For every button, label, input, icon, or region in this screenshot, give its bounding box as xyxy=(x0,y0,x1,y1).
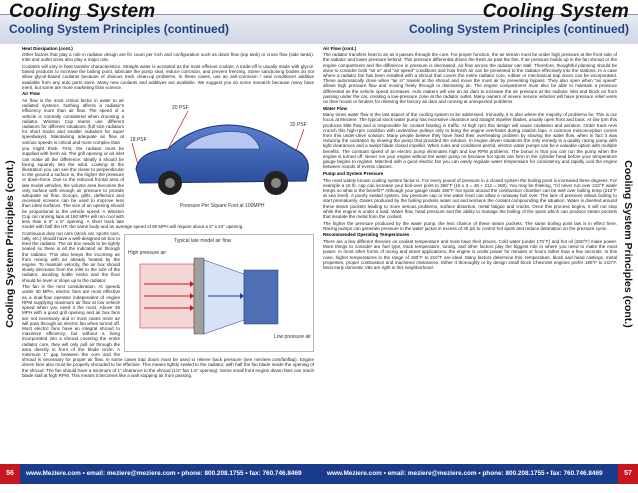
left-footer xyxy=(0,464,319,484)
right-header xyxy=(319,0,638,44)
psf-label: 18 PSF xyxy=(130,137,147,144)
page-subtitle: Cooling System Principles (continued) xyxy=(9,22,230,36)
right-side-label: Cooling System Principles (cont.) xyxy=(618,44,638,444)
section-heading: Heat Dissipation (cont.) xyxy=(22,45,73,51)
footer-contact: www.Meziere.com • email: meziere@meziere.com • phone: 800.208.1755 • fax: 760.746.8469 xyxy=(26,470,302,477)
right-footer xyxy=(319,464,638,484)
right-page xyxy=(319,0,638,493)
page-title: Cooling System xyxy=(9,1,156,22)
page-subtitle: Cooling System Principles (continued) xyxy=(408,22,629,36)
radiator-airflow-illustration xyxy=(124,234,314,352)
diagram-title: Typical late model air flow xyxy=(174,237,232,244)
page-number: 57 xyxy=(618,464,638,484)
psf-label: 20 PSF xyxy=(172,105,189,112)
page-title: Cooling System xyxy=(482,1,629,22)
page-number: 56 xyxy=(0,464,20,484)
paragraph: The higher the pressure produced by the water pump, the less chance of these steam pockets. The same boiling point law is in effect here. Racing pumps can generate pressure in the water jacket in excess of 30 psi to control hot spots and reduce detonation on the pressure cycle. xyxy=(323,220,617,231)
illustration-caption: Pressure Per Square Foot at 100MPH xyxy=(180,203,265,210)
paragraph: There are a few different theories on coolant temperature and most have their places. Cold water (under 170°F) and hot oil (260°F) make power. More things to consider are fuel type, track temperature, tuning, and other factors play the biggest role in where you need to make the most power. In most other forms of racing and street applications, the engine is under power for minutes or hours rather than a few seconds. In this case, higher temperatures in the range of 180°F to 210°F are ideal. Many factors determine this: temperature, block and head castings, metal properties, proper combustion and machined clearances. Either it thoroughly or by design small block Chevrolet engines prefer 190°F to 210°F. Most early domestic V8s are right in this neighborhood. xyxy=(323,239,617,271)
paragraph: Many times water flow is the last aspect of the cooling system to be addressed. Ironically, it is also where the majority of problems lie. This is our focus at Meziere. The typical stock water pump has excessive clearance and straight impeller blades, usually open front and back. At low rpm this produces little flow and is responsible for coolant heating in traffic. At high rpm this design will cause cavitation and aeration. Order track revs crunch this high-rpm condition with underdrive pulleys only to bring the engine overheats during caution laps. A common misconception comes from this under-drive solution. Many people believe they have fixed their overheating problem by slowing the water flow, when in fact it was reducing the cavitation by slowing the pump that provided the solution. In engine driven situations the only remedy is a quality racing pump with tight clearances and a swept blade closed impeller. When rules and conditions permit, electric water pumps can be a valuable option with multiple benefits. The constant speed of an electric pump eliminates high and low RPM problems. The bonus is that you can run the pump when the engine is turned off. Never run your engine without the water pump on because hot spots can form in the cylinder head before your temperature gauge begins to register. Matched with a good electric fan you can easily regulate water temperature for consistency and rapidly cool the engine between rounds of events classes. xyxy=(323,112,617,170)
left-header xyxy=(0,0,319,44)
paragraph: Other factors that play a role in radiator design are fin count per inch and configuration such as down flow (top tank) or cross flow (side tanks). Inlet and outlet sizes also play a major role. xyxy=(22,52,314,63)
paragraph: Coolants will vary in heat transfer characteristics. Straight water is accepted as the most efficient coolant. A trade-off is usually made with glycol-based products to increase the boiling point, lubricate the pump seal, reduce corrosion, and prevent freezing. Some sanctioning bodies do not allow glycol-based coolants because of obvious track clean-up problems. In these cases, use an anti-corrosion / seal conditioner additive available from any auto parts store. Many new coolants and additives are available. We suggest you do some research because many have merit, but some are more marketing than science. xyxy=(22,63,314,90)
psf-label: 32 PSF xyxy=(290,122,307,129)
left-body xyxy=(22,44,314,463)
section-heading: Water Flow xyxy=(323,105,348,111)
section-heading: Pump and System Pressure xyxy=(323,170,384,176)
paragraph: Air flow is the most critical factor in water to air radiated systems. Nothing affects a radiator's efficiency more than air flow. The speed of a vehicle is normally considered when choosing a radiator. Winston Cup teams use different radiators for different situations (full size radiators for short tracks and smaller radiators for super speedways). Maintaining adequate air flow at various speeds is critical and more complex than xyxy=(22,98,124,145)
paragraph: Continuous duty run cars (stock car, sports cars, rally, etc.) should have a well-designed air box to feed the radiator. The air box needs to be tightly sealed so there is all the indicated air through the radiator. This also keeps the incoming air from mixing with air already heated by the engine. To maintain velocity, the air box should slowly decrease from the inlet to the size of the radiator, avoiding bottle necks and the floor should be level or slope up to the radiator. xyxy=(22,230,120,283)
paragraph: you might think. First, the radiator must be supplied with fresh air. The grill opening or air inlet can make all the difference. Ideally it should be facing squarely into the wind. Looking at the illustration you can see the closer to perpendicular to the ground a surface is, the higher the pressure or down-force. Due to the reduced frontal area of late model vehicles, the volume area becomes the only surface with enough air pressure to provide adequate air flow. Scoops, grills, deflectors and recessed screens can be used to improve less than ideal surfaces. The size of an opening should be proportional to the vehicle speed. A Winston Cup car running laps at 180 MPH will run cool with less than a 6" x 6" opening. A short track late model with half the HP, the same body and an average speed of 90 MPH will require about a 6" x 24" opening. xyxy=(22,146,244,230)
section-heading: Air Flow xyxy=(22,91,40,97)
paragraph: The radiator transfers heat to air as it passes through the core. For proper function, the air stream must be under high pressure at the front side of the radiator and lower pressure behind. This pressure differential drives the fresh air past the fins. If air pressure builds up in the fan shroud or the engine compartment and the difference in pressure is decreased, air flow across the radiator can stall. Therefore, thoughtful planning should be done to consider both "air in" and "air speed" conditions and how fresh air can be presented to the radiator effectively into the stations. In a case where a radiator fan has been installed with a shroud that covers the entire radiator core, rubber or mechanical trap doors can be incorporated. These automatically close when "air in" travels at the shroud and move the most air by preventing bypass. They also open when "air speed" allows high pressure flow and moving freely through to dismissing air. The engine compartment must also be able to maintain a pressure differential as the vehicle speed increases. Auto makers will use an air dam to increase the air pressure at the radiator inlet and block air from passing under the car, creating a low-pressure zone at the radiator outlet. Many owners of severe service vehicles will have pressure relief vents on their hoods or fenders for relieving the factory air dam and running at unexpected problems. xyxy=(323,52,617,104)
paragraph: The most widely known cooling system factor is. For every pound of pressure in a closed system the boiling point is increased three degrees. For example a 16 lb. cap can increase your boil-over point to 260°F (16 x 3 = 48 + 212 = 260). You may be thinking, "I'd never run over 210°F water temps so what is the benefit?" Although your gauge reads 190°F hot spots around the combustion chamber can be well over boiling temp (212°F at sea level). A poorly sealed system, low pressure cap or low water level can allow a runaway boil over. The lack of pressure allows boiling to start prematurely. Gases produced by the boiling pockets water out and worsens the coolant compounding the situation. Water is diverted around these steam pockets leading to more serious problems, surface distortion, metal fatigue and cracks. Once this process begins, it will not stop while the engine is under a load. Water flow, head pressure and the ability to manage the boiling of the spots which can produce steam pockets that insulate the metal from the coolant. xyxy=(323,177,617,219)
section-heading: Recommended Operating Temperatures xyxy=(323,232,410,238)
section-heading: Air Flow (cont.) xyxy=(323,45,357,51)
engine-block xyxy=(244,270,278,324)
paragraph: The fan is the next consideration. At speeds under 30 MPH, electric fans are most effective as a dual-flow operator independent of engine RPM supplying maximum air flow at low vehicle speed when you need it the most. Above 35 MPH with a good grill opening and air box fans are not necessary and in most cases more air will pass through an electric fan when turned off. Most electric fans have an integral shroud to maximize efficiency, but without a living incorporated into a shroud covering the entire radiator core, they will only pull air through the area directly in front of the blade circle. A minimum 1" gap between the core and the shroud is necessary for proper air flow. In some cases trap doors must be used to relieve back pressure (see meziere.com/fanflap). Engine driven fans also must be properly shrouded to be effective. This means tightly sealed to the radiator, with half the fan blade inside the opening of the shroud. The fan should have a minimum of 1" clearance to the shroud (1/2" fan 1.5" opening). Some small front engine driven fans can reach blade stall at high RPM. This means it becomes like a wall stopping air from passing. xyxy=(22,284,314,378)
low-pressure-label: Low pressure air xyxy=(274,333,311,340)
radiator-core xyxy=(194,258,204,334)
footer-contact: www.Meziere.com • email: meziere@meziere.com • phone: 800.208.1755 • fax: 760.746.8469 xyxy=(327,470,603,477)
right-body xyxy=(323,44,617,463)
left-side-label: Cooling System Principles (cont.) xyxy=(0,44,20,444)
car-drawing xyxy=(128,91,314,217)
high-pressure-label: High pressure air xyxy=(128,249,167,256)
car-pressure-illustration xyxy=(128,91,314,217)
radiator-diagram xyxy=(124,234,314,352)
